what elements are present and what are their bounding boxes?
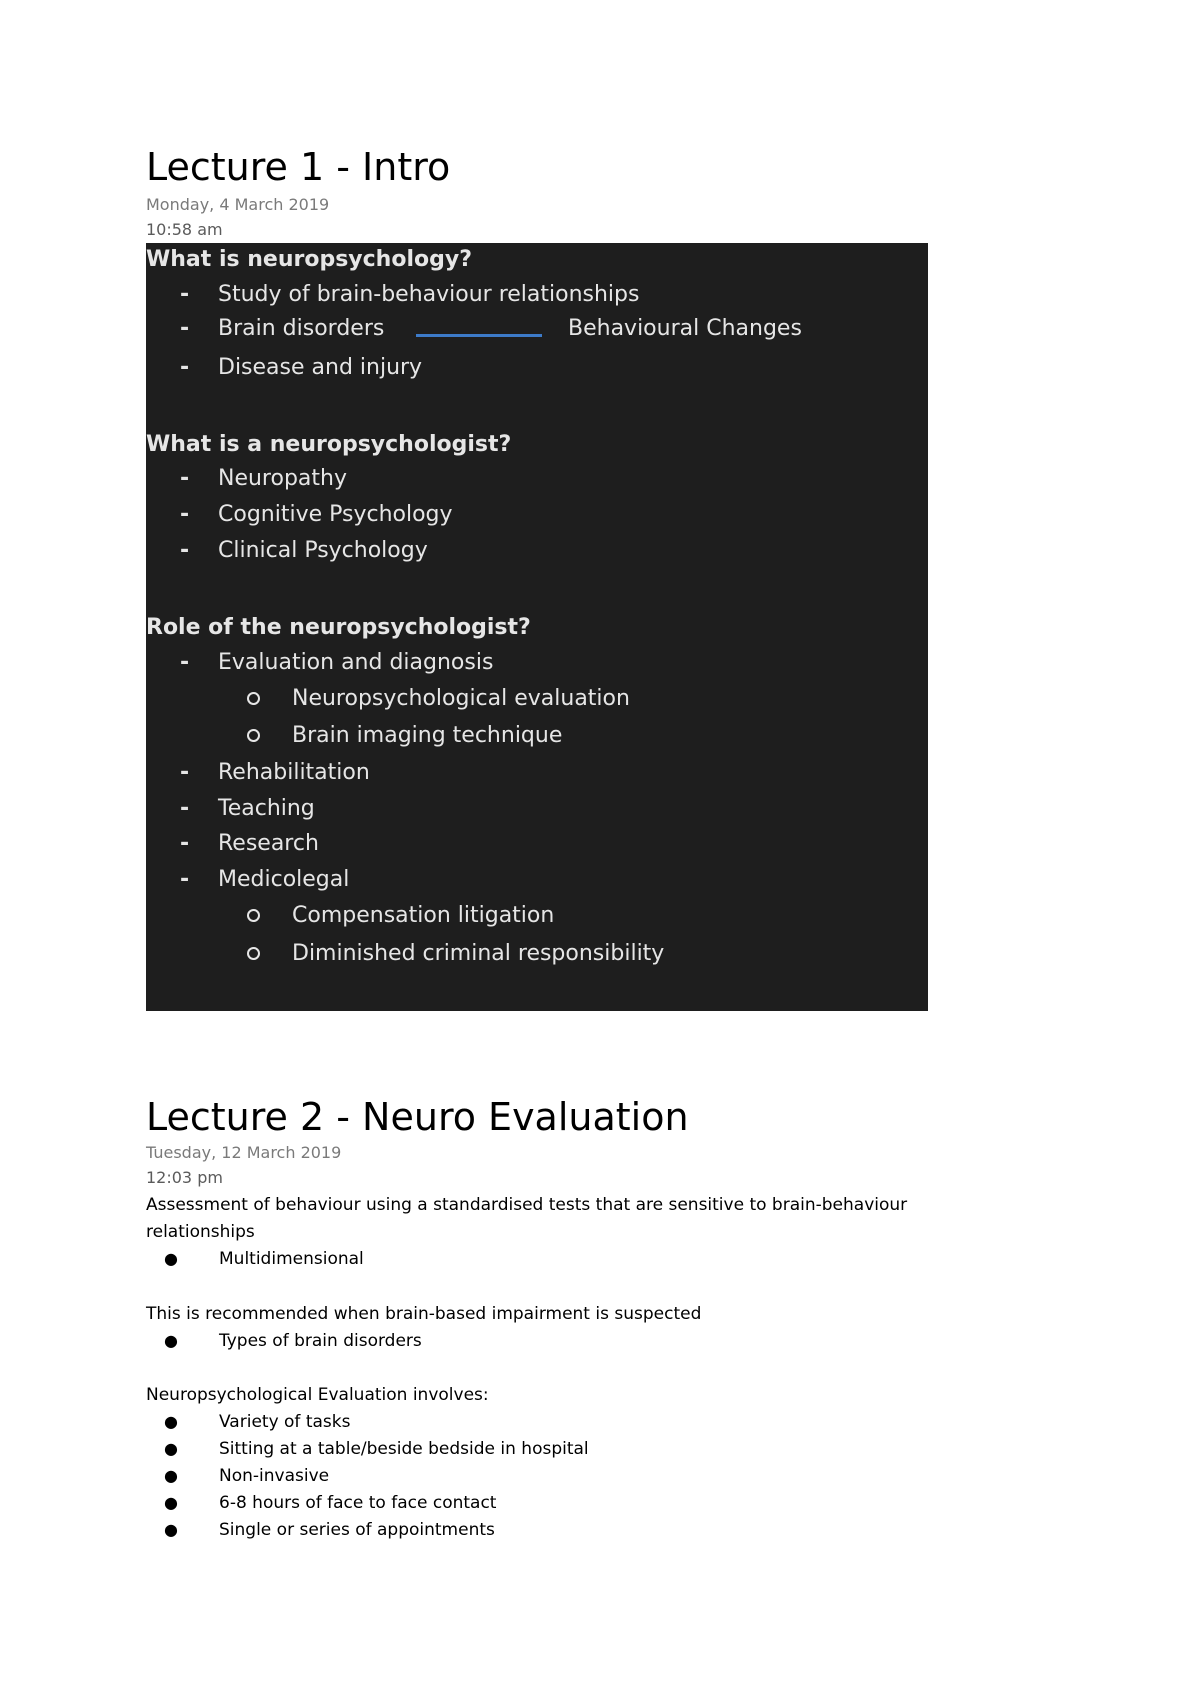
bullet-dot-icon: ● (164, 1520, 178, 1539)
slide-heading-neuropsychologist: What is a neuropsychologist? (146, 432, 512, 457)
dash-marker: - (180, 760, 190, 785)
lecture1-slide-image (146, 243, 928, 1011)
dash-marker: - (180, 502, 190, 527)
dash-marker: - (180, 650, 190, 675)
slide-item: Clinical Psychology (218, 538, 428, 563)
list-item: Non-invasive (219, 1466, 330, 1486)
slide-item-behavioural-changes: Behavioural Changes (568, 316, 802, 341)
paragraph-line: Assessment of behaviour using a standardised tests that are sensitive to brain-behaviour (146, 1195, 908, 1215)
paragraph-line: relationships (146, 1222, 255, 1242)
dash-marker: - (180, 316, 190, 341)
paragraph-line: Neuropsychological Evaluation involves: (146, 1385, 489, 1405)
bullet-dot-icon: ● (164, 1493, 178, 1512)
slide-item: Medicolegal (218, 867, 350, 892)
circle-bullet-icon (247, 692, 260, 705)
list-item: 6-8 hours of face to face contact (219, 1493, 497, 1513)
list-item: Types of brain disorders (219, 1331, 422, 1351)
dash-marker: - (180, 867, 190, 892)
slide-subitem: Diminished criminal responsibility (292, 941, 665, 966)
lecture1-date: Monday, 4 March 2019 (146, 195, 330, 214)
slide-item: Teaching (218, 796, 315, 821)
lecture1-title: Lecture 1 - Intro (146, 145, 451, 189)
slide-item: Disease and injury (218, 355, 423, 380)
slide-item: Cognitive Psychology (218, 502, 453, 527)
lecture2-time: 12:03 pm (146, 1168, 223, 1187)
circle-bullet-icon (247, 947, 260, 960)
slide-item: Research (218, 831, 319, 856)
slide-item: Brain disorders (218, 316, 385, 341)
dash-marker: - (180, 466, 190, 491)
lecture2-title: Lecture 2 - Neuro Evaluation (146, 1095, 689, 1139)
bullet-dot-icon: ● (164, 1466, 178, 1485)
slide-heading-neuropsychology: What is neuropsychology? (146, 247, 472, 272)
slide-subitem: Neuropsychological evaluation (292, 686, 630, 711)
dash-marker: - (180, 796, 190, 821)
lecture1-time: 10:58 am (146, 220, 223, 239)
bullet-dot-icon: ● (164, 1249, 178, 1268)
connector-line (416, 334, 542, 337)
dash-marker: - (180, 282, 190, 307)
slide-item: Study of brain-behaviour relationships (218, 282, 640, 307)
list-item: Sitting at a table/beside bedside in hospital (219, 1439, 589, 1459)
dash-marker: - (180, 831, 190, 856)
slide-subitem: Compensation litigation (292, 903, 555, 928)
paragraph-line: This is recommended when brain-based impairment is suspected (146, 1304, 702, 1324)
slide-subitem: Brain imaging technique (292, 723, 563, 748)
dash-marker: - (180, 538, 190, 563)
list-item: Variety of tasks (219, 1412, 351, 1432)
slide-item: Neuropathy (218, 466, 347, 491)
slide-heading-role: Role of the neuropsychologist? (146, 615, 531, 640)
list-item: Multidimensional (219, 1249, 364, 1269)
bullet-dot-icon: ● (164, 1412, 178, 1431)
dash-marker: - (180, 355, 190, 380)
circle-bullet-icon (247, 729, 260, 742)
lecture2-date: Tuesday, 12 March 2019 (146, 1143, 342, 1162)
slide-item: Evaluation and diagnosis (218, 650, 494, 675)
bullet-dot-icon: ● (164, 1439, 178, 1458)
list-item: Single or series of appointments (219, 1520, 495, 1540)
circle-bullet-icon (247, 909, 260, 922)
slide-item: Rehabilitation (218, 760, 370, 785)
bullet-dot-icon: ● (164, 1331, 178, 1350)
